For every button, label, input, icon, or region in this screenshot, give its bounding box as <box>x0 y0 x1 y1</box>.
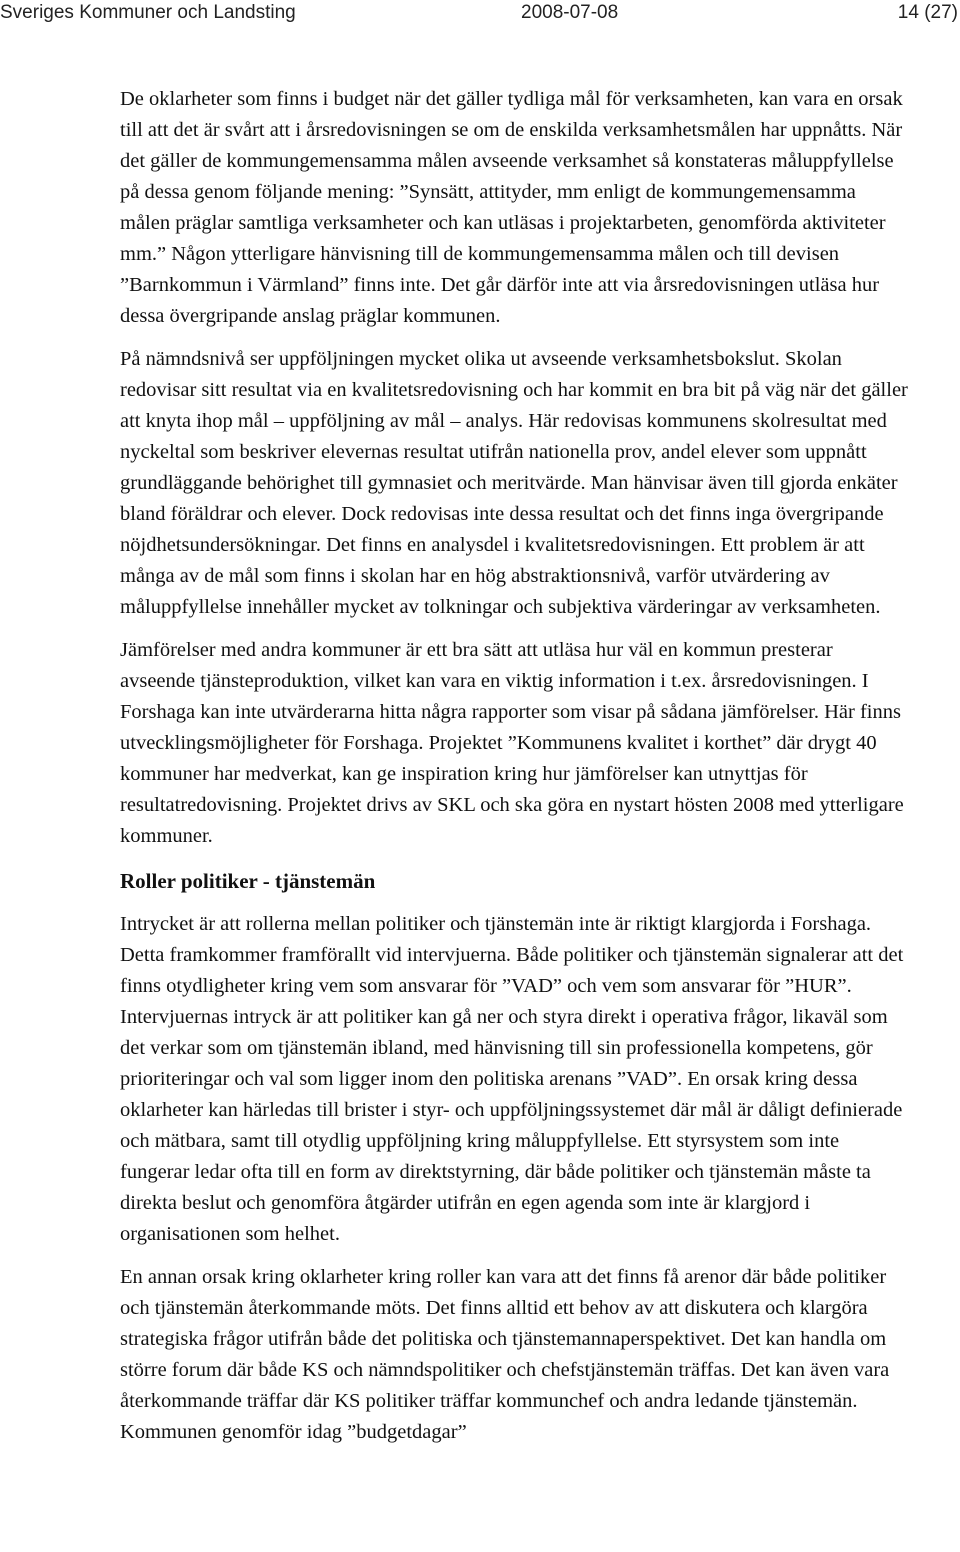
paragraph-comparisons: Jämförelser med andra kommuner är ett bra sätt att utläsa hur väl en kommun presterar avseende tjänsteproduktion, vilket kan vara en viktig information i t.ex. årsredovisningen. I Forshaga kan inte utvärderarna hitta några rapporter som visar på sådana jämförelser. Här finns utvecklingsmöjligheter för Forshaga. Projektet ”Kommunens kvalitet i korthet” där drygt 40 kommuner har medverkat, kan ge inspiration kring hur jämförelser kan utnyttjas för resultatredovisning. Projektet drivs av SKL och ska göra en nystart hösten 2008 med ytterligare kommuner. <box>120 639 904 847</box>
header-page-number: 14 (27) <box>897 2 958 23</box>
paragraph-budget-goals: De oklarheter som finns i budget när det gäller tydliga mål för verksamheten, kan vara en orsak till att det är svårt att i årsredovisningen se om de enskilda verksamhetsmålen har uppnåtts. När det gäller de kommungemensamma målen avseende verksamhet så konstateras måluppfyllelse på dessa genom följande mening: ”Synsätt, attityder, mm enligt de kommungemensamma målen präglar samtliga verksamheter och kan utläsas i projektarbeten, genomförda aktiviteter mm.” Någon ytterligare hänvisning till de kommungemensamma målen och till devisen ”Barnkommun i Värmland” finns inte. Det går därför inte att via årsredovisningen utläsa hur dessa övergripande anslag präglar kommunen. <box>120 88 903 327</box>
page-header <box>0 0 960 30</box>
paragraph-arenas: En annan orsak kring oklarheter kring roller kan vara att det finns få arenor där både politiker och tjänstemän återkommande möts. Det finns alltid ett behov av att diskutera och klargöra strategiska frågor utifrån både det politiska och tjänstemannaperspektivet. Det kan handla om större forum där både KS och nämndspolitiker och chefstjänstemän träffas. Det kan även vara återkommande träffar där KS politiker träffar kommunchef och andra ledande tjänstemän. Kommunen genomför idag ”budgetdagar” <box>120 1266 890 1443</box>
paragraph-roles: Intrycket är att rollerna mellan politiker och tjänstemän inte är riktigt klargjorda i Forshaga. Detta framkommer framförallt vid intervjuerna. Både politiker och tjänstemän signalerar att det finns otydligheter kring vem som ansvarar för ”VAD” och vem som ansvarar för ”HUR”. Intervjuernas intryck är att politiker kan gå ner och styra direkt i operativa frågor, likaväl som det verkar som om tjänstemän ibland, med hänvisning till sin professionella kompetens, gör prioriteringar och val som ligger inom den politiska arenans ”VAD”. En orsak kring dessa oklarheter kan härledas till brister i styr- och uppföljningssystemet där mål är dåligt definierade och mätbara, samt till otydlig uppföljning kring måluppfyllelse. Ett styrsystem som inte fungerar ledar ofta till en form av direktstyrning, där både politiker och tjänstemän måste ta direkta beslut och genomföra åtgärder utifrån en egen agenda som inte är klargjord i organisationen som helhet. <box>120 913 904 1245</box>
header-date: 2008-07-08 <box>521 2 619 23</box>
document-body <box>120 84 910 1460</box>
section-heading: Roller politiker - tjänstemän <box>120 869 376 893</box>
header-organization: Sveriges Kommuner och Landsting <box>0 2 296 23</box>
paragraph-committee-followup: På nämndsnivå ser uppföljningen mycket olika ut avseende verksamhetsbokslut. Skolan redovisar sitt resultat via en kvalitetsredovisning och har kommit en bra bit på väg när det gäller att knyta ihop mål – uppföljning av mål – analys. Här redovisas kommunens skolresultat med nyckeltal som beskriver elevernas resultat utifrån nationella prov, andel elever som uppnått grundläggande behörighet till gymnasiet och meritvärde. Man hänvisar även till gjorda enkäter bland föräldrar och elever. Dock redovisas inte dessa resultat och det finns inga övergripande nöjdhetsundersökningar. Det finns en analysdel i kvalitetsredovisningen. Ett problem är att många av de mål som finns i skolan har en hög abstraktionsnivå, varför utvärdering av måluppfyllelse innehåller mycket av tolkningar och subjektiva värderingar av verksamheten. <box>120 348 908 618</box>
